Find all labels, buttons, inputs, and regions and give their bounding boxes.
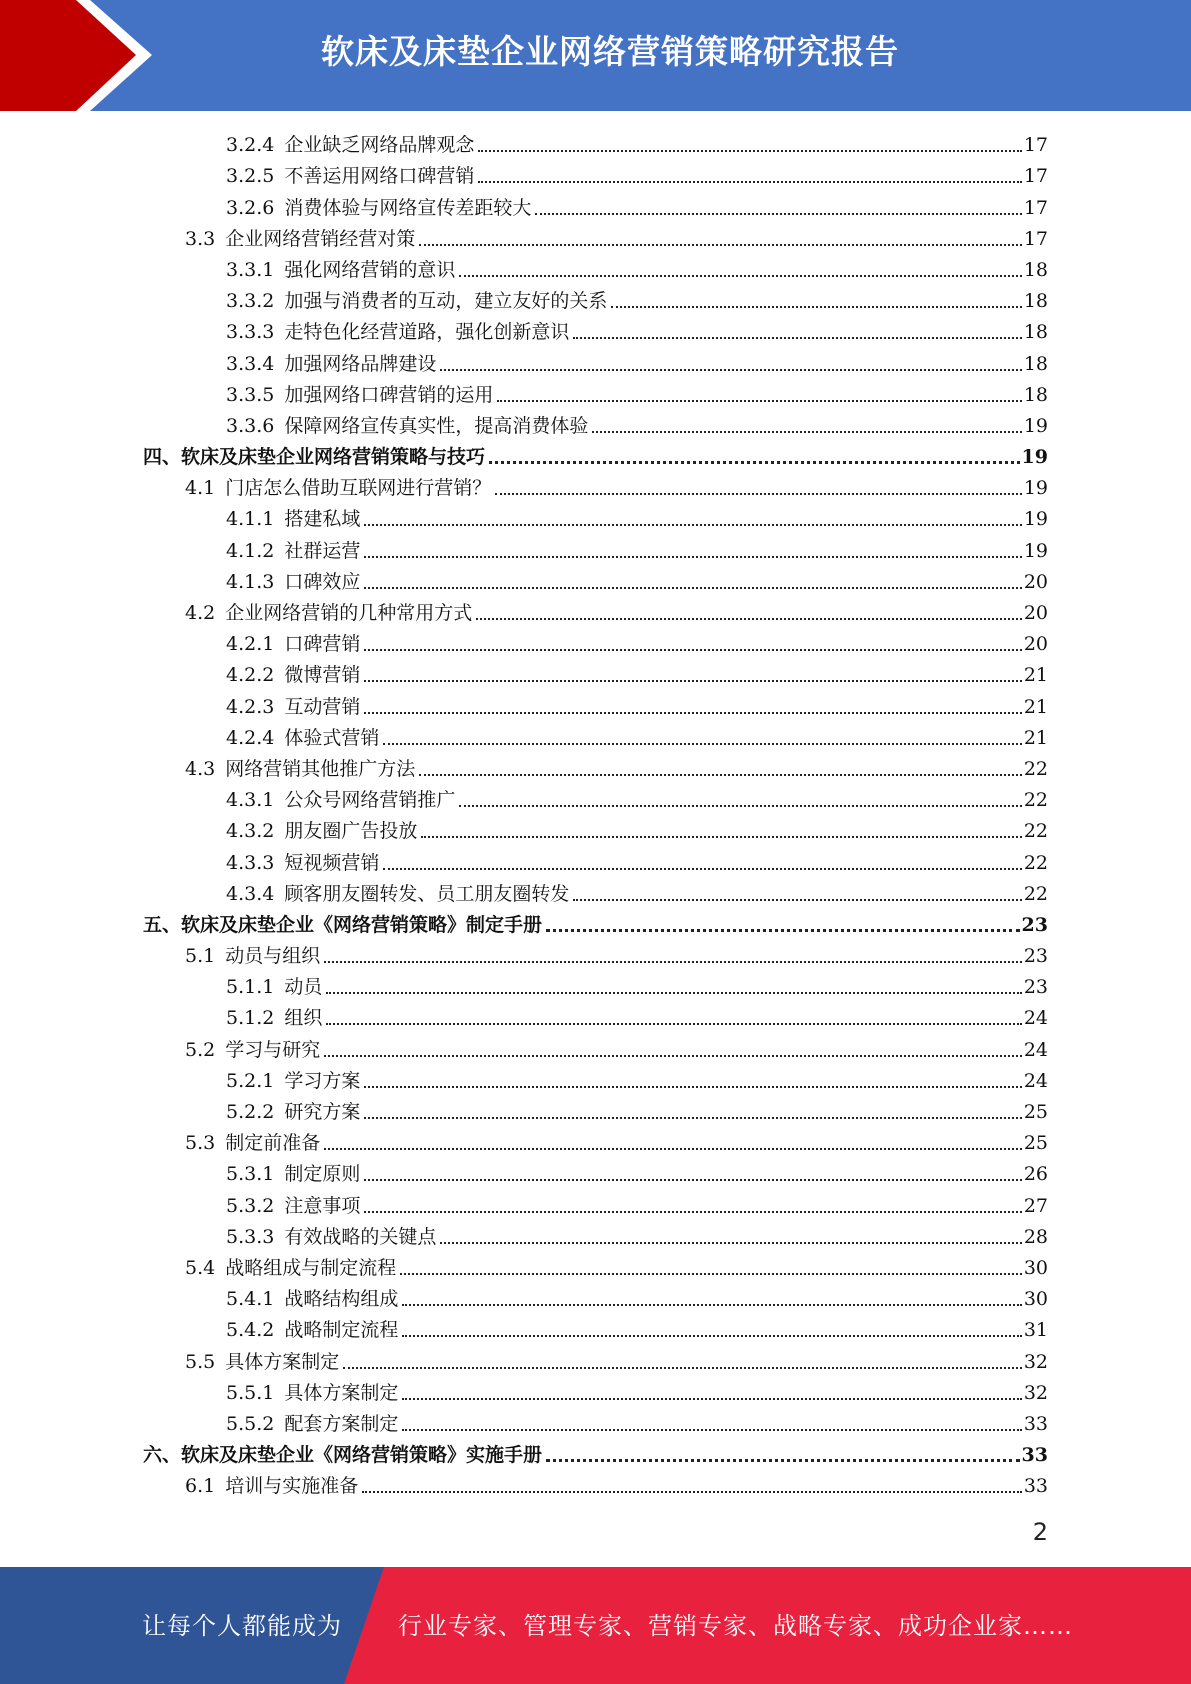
toc-entry-page: 28	[1023, 1225, 1048, 1248]
toc-entry-text	[226, 1100, 360, 1124]
toc-entry-number: 3.3.5	[226, 383, 275, 406]
footer-slogan-right: 行业专家、管理专家、营销专家、战略专家、成功企业家……	[398, 1612, 1073, 1640]
toc-dot-leader	[421, 835, 1021, 838]
toc-entry-title: 六、软床及床垫企业《网络营销策略》实施手册	[143, 1444, 543, 1467]
toc-entry-title: 有效战略的关键点	[284, 1225, 437, 1248]
toc-entry-page: 24	[1023, 1007, 1048, 1030]
toc-entry-page: 19	[1023, 508, 1048, 531]
toc-entry-number: 5.1	[185, 945, 216, 968]
toc-dot-leader	[489, 460, 1020, 464]
toc-dot-leader	[402, 1334, 1021, 1337]
toc-entry-number: 3.3	[185, 227, 216, 250]
toc-dot-leader	[546, 928, 1020, 932]
toc-entry-text	[226, 726, 379, 750]
toc-entry-page: 17	[1023, 134, 1048, 157]
toc-subsection-entry[interactable]	[0, 378, 1191, 409]
toc-entry-number: 5.3	[185, 1132, 216, 1155]
toc-subsection-entry[interactable]	[0, 315, 1191, 346]
toc-entry-page: 19	[1021, 446, 1048, 469]
toc-entry-number: 5.4.2	[226, 1319, 275, 1342]
toc-dot-leader	[459, 804, 1021, 807]
toc-entry-text	[226, 1006, 322, 1030]
toc-subsection-entry[interactable]	[0, 128, 1191, 159]
toc-entry-text	[185, 1038, 320, 1062]
toc-entry-title: 加强与消费者的互动，建立友好的关系	[284, 290, 608, 313]
toc-entry-number: 3.2.5	[226, 165, 275, 188]
toc-entry-number: 3.3.1	[226, 258, 275, 281]
toc-entry-text	[226, 258, 455, 282]
toc-subsection-entry[interactable]	[0, 346, 1191, 377]
toc-entry-page: 20	[1023, 602, 1048, 624]
toc-entry-title: 口碑营销	[284, 633, 361, 656]
toc-entry-text	[226, 1162, 360, 1186]
toc-entry-number: 4.3	[185, 757, 216, 780]
toc-entry-title: 口碑效应	[284, 570, 361, 593]
toc-entry-page: 19	[1023, 477, 1048, 500]
toc-subsection-entry[interactable]	[0, 627, 1191, 658]
toc-entry-text	[226, 414, 588, 438]
toc-subsection-entry[interactable]	[0, 409, 1191, 440]
toc-dot-leader	[364, 648, 1021, 651]
toc-dot-leader	[383, 867, 1021, 870]
toc-entry-title: 动员	[284, 976, 323, 999]
toc-entry-title: 四、软床及床垫企业网络营销策略与技巧	[143, 446, 486, 469]
toc-entry-title: 战略制定流程	[284, 1319, 399, 1342]
toc-entry-text	[226, 882, 569, 906]
toc-entry-page: 30	[1023, 1288, 1048, 1311]
toc-entry-number: 4.2.1	[226, 633, 275, 656]
toc-section-entry[interactable]	[0, 939, 1191, 970]
toc-entry-text	[226, 1318, 398, 1342]
toc-dot-leader	[535, 212, 1021, 215]
toc-entry-title: 不善运用网络口碑营销	[284, 165, 475, 188]
page-number: 2	[1032, 1518, 1048, 1546]
toc-dot-leader	[419, 773, 1022, 776]
toc-entry-page: 17	[1023, 165, 1048, 188]
toc-chapter-entry[interactable]	[0, 908, 1191, 939]
toc-entry-title: 培训与实施准备	[225, 1475, 359, 1498]
toc-entry-number: 4.3.3	[226, 851, 275, 874]
toc-entry-number: 4.2.2	[226, 664, 275, 687]
toc-chapter-entry[interactable]	[0, 1438, 1191, 1469]
toc-entry-page: 22	[1023, 851, 1048, 874]
toc-entry-title: 学习方案	[284, 1069, 361, 1092]
toc-entry-title: 网络营销其他推广方法	[225, 757, 416, 780]
toc-entry-page: 18	[1023, 352, 1048, 375]
toc-entry-text	[143, 445, 485, 469]
page-footer	[0, 1567, 1191, 1684]
toc-section-entry[interactable]	[0, 1469, 1191, 1500]
toc-entry-text	[226, 352, 436, 376]
toc-entry-page: 22	[1023, 789, 1048, 812]
toc-entry-title: 社群运营	[284, 539, 361, 562]
toc-entry-page: 22	[1023, 757, 1048, 780]
toc-entry-title: 战略组成与制定流程	[225, 1256, 397, 1279]
toc-entry-number: 5.5.1	[226, 1381, 275, 1404]
toc-entry-text	[143, 1443, 542, 1467]
toc-dot-leader	[324, 1054, 1022, 1057]
toc-entry-page: 32	[1023, 1381, 1048, 1404]
toc-dot-leader	[364, 555, 1021, 558]
toc-subsection-entry[interactable]	[0, 190, 1191, 221]
toc-entry-number: 5.2.1	[226, 1069, 275, 1092]
toc-section-entry[interactable]	[0, 1126, 1191, 1157]
toc-entry-number: 5.4.1	[226, 1288, 275, 1311]
toc-section-entry[interactable]	[0, 471, 1191, 502]
toc-entry-title: 公众号网络营销推广	[284, 789, 456, 812]
toc-entry-text	[226, 133, 474, 157]
toc-section-entry[interactable]	[0, 222, 1191, 253]
toc-entry-number: 4.1.1	[226, 508, 275, 531]
toc-entry-number: 5.5	[185, 1350, 216, 1373]
toc-entry-text	[185, 1256, 396, 1280]
toc-entry-text	[185, 757, 415, 781]
toc-entry-page: 22	[1023, 882, 1048, 905]
toc-subsection-entry[interactable]	[0, 1001, 1191, 1032]
toc-entry-title: 企业网络营销经营对策	[225, 227, 416, 250]
toc-entry-text	[226, 164, 474, 188]
toc-entry-number: 5.3.3	[226, 1225, 275, 1248]
toc-entry-title: 走特色化经营道路，强化创新意识	[284, 321, 570, 344]
toc-entry-text	[226, 570, 360, 594]
toc-dot-leader	[592, 430, 1021, 433]
toc-entry-text	[226, 819, 417, 843]
toc-entry-title: 朋友圈广告投放	[284, 820, 418, 843]
toc-entry-page: 18	[1023, 383, 1048, 406]
toc-section-entry[interactable]	[0, 1032, 1191, 1063]
report-title: 软床及床垫企业网络营销策略研究报告	[321, 32, 899, 71]
toc-dot-leader	[478, 180, 1021, 183]
toc-entry-page: 25	[1023, 1101, 1048, 1123]
toc-entry-text	[226, 695, 360, 719]
toc-entry-text	[226, 289, 607, 313]
toc-entry-page: 33	[1021, 1444, 1048, 1467]
toc-entry-title: 组织	[284, 1007, 323, 1030]
toc-entry-number: 3.2.6	[226, 196, 275, 219]
toc-entry-number: 5.3.2	[226, 1194, 275, 1217]
toc-entry-text	[226, 539, 360, 563]
toc-entry-title: 互动营销	[284, 695, 361, 718]
toc-entry-title: 制定原则	[284, 1163, 361, 1186]
toc-entry-page: 20	[1023, 570, 1048, 593]
toc-entry-page: 33	[1023, 1475, 1048, 1498]
toc-entry-page: 31	[1023, 1319, 1048, 1342]
toc-dot-leader	[343, 1366, 1022, 1369]
toc-entry-number: 5.2	[185, 1038, 216, 1061]
toc-entry-page: 23	[1023, 976, 1048, 999]
toc-subsection-entry[interactable]	[0, 1095, 1191, 1126]
toc-entry-number: 4.1.2	[226, 539, 275, 562]
toc-entry-title: 注意事项	[284, 1194, 361, 1217]
toc-entry-text	[185, 476, 491, 500]
toc-entry-number: 3.3.3	[226, 321, 275, 344]
toc-entry-text	[226, 1225, 436, 1249]
toc-subsection-entry[interactable]	[0, 877, 1191, 908]
toc-subsection-entry[interactable]	[0, 253, 1191, 284]
toc-subsection-entry[interactable]	[0, 533, 1191, 564]
toc-dot-leader	[402, 1428, 1021, 1431]
toc-entry-number: 4.1	[185, 477, 216, 500]
toc-entry-text	[226, 1069, 360, 1093]
toc-entry-text	[226, 1381, 398, 1405]
toc-entry-text	[185, 601, 472, 625]
toc-entry-title: 顾客朋友圈转发、员工朋友圈转发	[284, 882, 570, 905]
toc-entry-number: 5.1.1	[226, 976, 275, 999]
toc-entry-title: 消费体验与网络宣传差距较大	[284, 196, 532, 219]
toc-entry-page: 23	[1021, 913, 1048, 936]
toc-dot-leader	[402, 1397, 1021, 1400]
toc-entry-text	[226, 851, 379, 875]
toc-entry-page: 17	[1023, 196, 1048, 219]
toc-dot-leader	[611, 305, 1021, 308]
toc-subsection-entry[interactable]	[0, 970, 1191, 1001]
toc-entry-title: 战略结构组成	[284, 1288, 399, 1311]
toc-entry-text	[226, 663, 360, 687]
toc-dot-leader	[326, 991, 1021, 994]
toc-entry-number: 5.2.2	[226, 1101, 275, 1123]
toc-dot-leader	[546, 1458, 1020, 1462]
toc-entry-title: 保障网络宣传真实性，提高消费体验	[284, 414, 589, 437]
toc-entry-number: 5.3.1	[226, 1163, 275, 1186]
toc-entry-title: 具体方案制定	[284, 1381, 399, 1404]
toc-entry-page: 33	[1023, 1412, 1048, 1435]
toc-entry-number: 6.1	[185, 1475, 216, 1498]
toc-entry-title: 配套方案制定	[284, 1412, 399, 1435]
toc-entry-number: 5.1.2	[226, 1007, 275, 1030]
toc-entry-page: 25	[1023, 1132, 1048, 1155]
toc-entry-page: 20	[1023, 633, 1048, 656]
toc-dot-leader	[478, 149, 1021, 152]
toc-entry-title: 企业网络营销的几种常用方式	[225, 602, 473, 624]
toc-entry-text	[185, 1131, 320, 1155]
toc-dot-leader	[419, 243, 1022, 246]
toc-entry-text	[185, 944, 320, 968]
toc-entry-page: 24	[1023, 1069, 1048, 1092]
toc-entry-text	[143, 913, 542, 937]
toc-entry-title: 研究方案	[284, 1101, 361, 1123]
toc-entry-number: 3.3.6	[226, 414, 275, 437]
toc-dot-leader	[324, 960, 1022, 963]
toc-section-entry[interactable]	[0, 1251, 1191, 1282]
toc-subsection-entry[interactable]	[0, 1157, 1191, 1188]
toc-dot-leader	[364, 1178, 1021, 1181]
toc-entry-page: 24	[1023, 1038, 1048, 1061]
toc-entry-text	[226, 1287, 398, 1311]
toc-entry-number: 3.2.4	[226, 134, 275, 157]
toc-section-entry[interactable]	[0, 752, 1191, 783]
toc-entry-page: 21	[1023, 695, 1048, 718]
toc-subsection-entry[interactable]	[0, 1188, 1191, 1219]
toc-dot-leader	[324, 1147, 1022, 1150]
toc-subsection-entry[interactable]	[0, 159, 1191, 190]
toc-entry-title: 微博营销	[284, 664, 361, 687]
toc-entry-number: 4.3.1	[226, 789, 275, 812]
toc-dot-leader	[364, 586, 1021, 589]
toc-subsection-entry[interactable]	[0, 1376, 1191, 1407]
toc-entry-number: 3.3.2	[226, 290, 275, 313]
toc-subsection-entry[interactable]	[0, 1220, 1191, 1251]
toc-dot-leader	[364, 1210, 1021, 1213]
toc-subsection-entry[interactable]	[0, 284, 1191, 315]
toc-entry-page: 23	[1023, 945, 1048, 968]
page-header	[0, 0, 1191, 111]
toc-subsection-entry[interactable]	[0, 783, 1191, 814]
toc-entry-title: 加强网络品牌建设	[284, 352, 437, 375]
toc-entry-page: 26	[1023, 1163, 1048, 1186]
toc-entry-title: 学习与研究	[225, 1038, 321, 1061]
toc-subsection-entry[interactable]	[0, 721, 1191, 752]
toc-entry-text	[226, 1194, 360, 1218]
toc-entry-page: 21	[1023, 664, 1048, 687]
toc-dot-leader	[440, 1241, 1021, 1244]
toc-entry-text	[226, 383, 493, 407]
toc-entry-number: 4.1.3	[226, 570, 275, 593]
toc-entry-text	[185, 1350, 339, 1374]
toc-dot-leader	[364, 1116, 1021, 1119]
toc-entry-title: 动员与组织	[225, 945, 321, 968]
toc-dot-leader	[573, 336, 1021, 339]
toc-entry-text	[226, 320, 569, 344]
toc-entry-title: 搭建私域	[284, 508, 361, 531]
toc-entry-number: 4.2	[185, 602, 216, 624]
toc-entry-number: 4.2.4	[226, 726, 275, 749]
toc-subsection-entry[interactable]	[0, 814, 1191, 845]
toc-entry-text	[226, 507, 360, 531]
toc-section-entry[interactable]	[0, 1344, 1191, 1375]
toc-entry-number: 5.5.2	[226, 1412, 275, 1435]
toc-dot-leader	[459, 274, 1021, 277]
toc-entry-page: 32	[1023, 1350, 1048, 1373]
toc-subsection-entry[interactable]	[0, 689, 1191, 720]
toc-entry-title: 短视频营销	[284, 851, 380, 874]
table-of-contents	[0, 128, 1191, 1500]
toc-entry-title: 制定前准备	[225, 1132, 321, 1155]
toc-entry-number: 4.2.3	[226, 695, 275, 718]
toc-entry-title: 强化网络营销的意识	[284, 258, 456, 281]
toc-subsection-entry[interactable]	[0, 1407, 1191, 1438]
toc-entry-number: 3.3.4	[226, 352, 275, 375]
footer-slogan-left: 让每个人都能成为	[142, 1612, 342, 1640]
toc-entry-text	[226, 788, 455, 812]
toc-entry-number: 4.3.4	[226, 882, 275, 905]
toc-entry-page: 30	[1023, 1256, 1048, 1279]
toc-entry-page: 22	[1023, 820, 1048, 843]
toc-subsection-entry[interactable]	[0, 1313, 1191, 1344]
toc-dot-leader	[476, 617, 1022, 620]
toc-entry-page: 18	[1023, 290, 1048, 313]
toc-dot-leader	[364, 711, 1021, 714]
toc-dot-leader	[400, 1272, 1022, 1275]
toc-entry-text	[226, 975, 322, 999]
toc-dot-leader	[364, 523, 1021, 526]
toc-entry-page: 19	[1023, 414, 1048, 437]
toc-dot-leader	[383, 742, 1021, 745]
toc-subsection-entry[interactable]	[0, 658, 1191, 689]
toc-section-entry[interactable]	[0, 596, 1191, 627]
toc-entry-text	[185, 227, 415, 251]
toc-entry-page: 21	[1023, 726, 1048, 749]
toc-dot-leader	[495, 492, 1022, 495]
toc-entry-text	[226, 632, 360, 656]
toc-dot-leader	[402, 1303, 1021, 1306]
toc-entry-page: 18	[1023, 321, 1048, 344]
toc-subsection-entry[interactable]	[0, 1064, 1191, 1095]
toc-entry-text	[226, 1412, 398, 1436]
toc-entry-text	[226, 196, 531, 220]
toc-dot-leader	[364, 679, 1021, 682]
toc-entry-title: 具体方案制定	[225, 1350, 340, 1373]
toc-entry-page: 19	[1023, 539, 1048, 562]
toc-entry-title: 门店怎么借助互联网进行营销？	[225, 477, 492, 500]
toc-chapter-entry[interactable]	[0, 440, 1191, 471]
toc-entry-page: 18	[1023, 258, 1048, 281]
toc-entry-page: 17	[1023, 227, 1048, 250]
toc-entry-number: 4.3.2	[226, 820, 275, 843]
toc-subsection-entry[interactable]	[0, 502, 1191, 533]
toc-dot-leader	[573, 898, 1021, 901]
toc-dot-leader	[497, 399, 1021, 402]
toc-subsection-entry[interactable]	[0, 565, 1191, 596]
toc-dot-leader	[326, 1022, 1021, 1025]
toc-entry-number: 5.4	[185, 1256, 216, 1279]
toc-entry-title: 体验式营销	[284, 726, 380, 749]
toc-entry-title: 五、软床及床垫企业《网络营销策略》制定手册	[143, 913, 543, 936]
toc-entry-title: 加强网络口碑营销的运用	[284, 383, 494, 406]
toc-dot-leader	[362, 1490, 1022, 1493]
toc-entry-page: 27	[1023, 1194, 1048, 1217]
toc-entry-title: 企业缺乏网络品牌观念	[284, 134, 475, 157]
toc-entry-text	[185, 1474, 358, 1498]
toc-dot-leader	[440, 368, 1021, 371]
toc-subsection-entry[interactable]	[0, 845, 1191, 876]
toc-dot-leader	[364, 1085, 1021, 1088]
toc-subsection-entry[interactable]	[0, 1282, 1191, 1313]
